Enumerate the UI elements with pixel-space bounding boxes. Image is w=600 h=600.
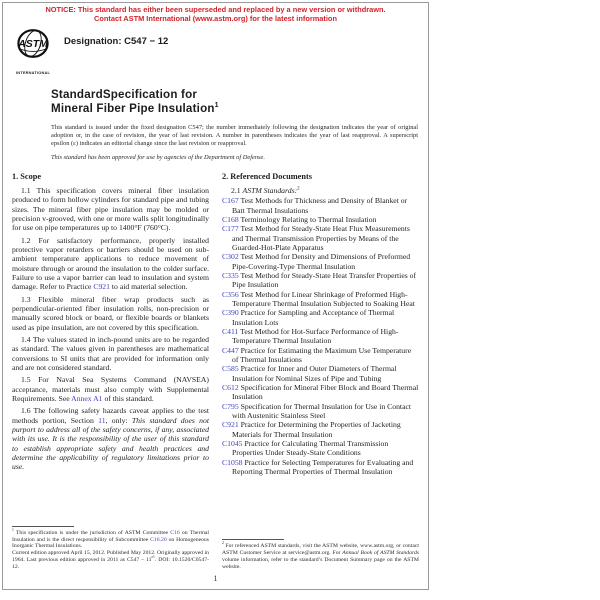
page-header	[11, 28, 418, 75]
standard-title-text: Test Methods for Thickness and Density of Blanket or Batt Thermal Insulations	[232, 196, 408, 215]
text-run: 1.3 Flexible mineral fiber wrap products such as perpendicular-oriented fiber insulation rolls, non-precision or manually scored block or board, or flexible boards or blankets used as pipe insulation, are not covered by this specification.	[12, 294, 209, 332]
referenced-standard-item	[222, 215, 419, 224]
astm-logo	[11, 28, 55, 75]
superscript-ref: 1	[12, 527, 14, 532]
scope-heading: 1. Scope	[12, 172, 42, 182]
title-footnote-ref[interactable]: 1	[214, 101, 219, 109]
referenced-standard-item	[222, 327, 419, 346]
astm-globe-icon	[13, 28, 53, 64]
scope-paragraph	[12, 406, 209, 471]
text-run: on Homogeneous Inorganic Thermal Insulations.	[12, 536, 209, 550]
left-column	[12, 172, 209, 570]
standard-title-text: Specification for Mineral Fiber Block and Board Thermal Insulation	[232, 383, 419, 402]
scope-paragraph	[12, 335, 209, 372]
standard-title-text: Practice for Sampling and Acceptance of Thermal Insulation Lots	[232, 308, 395, 327]
text-run: volume information, refer to the standard’s Document Summary page on the ASTM website.	[222, 556, 419, 570]
standard-title-text: Test Method for Linear Shrinkage of Preformed High-Temperature Thermal Insulation Subjected to Soaking Heat	[232, 289, 415, 308]
footnote-1-edition	[12, 550, 209, 570]
text-run: 1.2 For satisfactory performance, properly installed protective vapor retarders or barriers should be used on sub-ambient temperature applications to reduce movement of moisture through or around the insulation to the colder surface. Failure to use a vapor barrier can lead to insulation and system damage. Refer to Practice	[12, 235, 209, 292]
text-run: 2.1	[231, 185, 243, 195]
doc-link[interactable]: 11	[98, 415, 106, 425]
standard-code-link[interactable]: C356	[222, 289, 239, 299]
footnote-1-jurisdiction	[12, 527, 209, 550]
standard-code-link[interactable]: C585	[222, 364, 239, 374]
referenced-standard-item	[222, 439, 419, 458]
standard-title-text: Terminology Relating to Thermal Insulation	[238, 214, 377, 224]
superscript-ref: ε1	[151, 555, 155, 559]
footnote-rule-left	[12, 526, 74, 527]
standard-title-text: Practice for Estimating the Maximum Use Temperature of Thermal Insulations	[232, 345, 412, 365]
footnote-rule-right	[222, 539, 284, 540]
superscript-ref: 2	[297, 186, 300, 192]
astm-standards-subheading	[222, 186, 419, 195]
text-run: This specification is under the jurisdiction of ASTM Committee	[13, 529, 171, 536]
standard-title-text: Test Method for Hot-Surface Performance of High-Temperature Thermal Insulation	[232, 326, 399, 346]
designation-label: Designation: C547 − 12	[64, 36, 169, 48]
referenced-standard-item	[222, 271, 419, 290]
referenced-standard-item	[222, 364, 419, 383]
standard-code-link[interactable]: C447	[222, 345, 239, 355]
standard-title-text: Practice for Determining the Properties of Jacketing Materials for Thermal Insulation	[232, 420, 401, 439]
referenced-standard-item	[222, 346, 419, 365]
footnote-1	[12, 526, 209, 571]
referenced-standard-item	[222, 252, 419, 271]
text-run: 1.6 The following safety hazards caveat applies to the test methods portion, Section	[12, 406, 209, 425]
title-prefix: StandardSpecification for	[51, 88, 198, 102]
doc-link[interactable]: C16.20	[150, 536, 167, 543]
title-main: Mineral Fiber Pipe Insulation$^1$	[51, 101, 219, 115]
standard-code-link[interactable]: C177	[222, 224, 239, 234]
text-run: , only:	[105, 415, 132, 425]
referenced-standard-item	[222, 308, 419, 327]
supersession-notice	[3, 6, 428, 23]
notice-line-1: NOTICE: This standard has either been superseded and replaced by a new version or withdrawn.	[45, 5, 386, 14]
doc-link[interactable]: C921	[93, 282, 110, 292]
superscript-ref: 2	[222, 541, 224, 546]
svg-text:ASTM: ASTM	[18, 39, 48, 51]
text-run: 1.1 This specification covers mineral fiber insulation produced to form hollow cylinders for standard pipe and tubing sizes. The mineral fiber pipe insulation may be molded or precision v-grooved, with one or more walls split longitudinally for use on pipe temperatures up to 1400°F (760°C).	[12, 185, 209, 233]
standard-title-text: Test Method for Density and Dimensions of Preformed Pipe-Covering-Type Thermal Insulation	[232, 252, 411, 271]
referenced-standards-list	[222, 196, 419, 476]
text-run: For referenced ASTM standards, visit the ASTM website, www.astm.org, or contact ASTM Customer Service at service@astm.org. For	[222, 543, 419, 557]
referenced-standard-item	[222, 458, 419, 477]
referenced-standard-item	[222, 420, 419, 439]
standard-code-link[interactable]: C612	[222, 383, 239, 393]
issue-note: This standard is issued under the fixed designation C547; the number immediately following the designation indicates the year of original adoption or, in the case of revision, the year of last revision. A number in parentheses indicates the year of last reapproval. A superscript epsilon (ε) indicates an editorial change since the last revision or reapproval.	[51, 124, 418, 147]
standard-title-text: Specification for Thermal Insulation for Use in Contact with Austenitic Stainless Steel	[232, 401, 412, 421]
scope-paragraph	[12, 186, 209, 233]
standard-code-link[interactable]: C795	[222, 401, 239, 411]
document-title	[51, 88, 418, 115]
referenced-documents-heading: 2. Referenced Documents	[222, 172, 312, 182]
standard-title-text: Practice for Selecting Temperatures for Evaluating and Reporting Thermal Properties of Thermal Insulation	[232, 457, 414, 477]
referenced-standard-item	[222, 290, 419, 309]
italic-text: Annual Book of ASTM Standards	[342, 550, 420, 557]
right-column	[222, 172, 419, 570]
standard-title-text: Practice for Inner and Outer Diameters of Thermal Insulation for Nominal Sizes of Pipe and Tubing	[232, 364, 397, 383]
referenced-standard-item	[222, 402, 419, 421]
scope-paragraph	[12, 375, 209, 403]
text-run: to aid material selection.	[110, 282, 188, 292]
doc-link[interactable]: C16	[170, 529, 180, 536]
footnote-2-referenced-standards	[222, 543, 419, 570]
referenced-standard-item	[222, 224, 419, 252]
referenced-standard-item	[222, 383, 419, 402]
text-run: on Thermal Insulation and is the direct responsibility of Subcommittee	[12, 529, 209, 543]
standard-code-link[interactable]: C1058	[222, 457, 243, 467]
text-run: Current edition approved April 15, 2012. Published May 2012. Originally approved in 1964. Last previous edition approved in 2011 as C547 – 11	[12, 550, 209, 563]
scope-paragraphs	[12, 186, 209, 475]
scope-paragraph	[12, 295, 209, 332]
standard-page	[2, 2, 429, 590]
standard-title-text: Practice for Calculating Thermal Transmission Properties Under Steady-State Conditions	[232, 439, 389, 458]
notice-line-2: Contact ASTM International (www.astm.org) for the latest information	[94, 13, 337, 23]
standard-code-link[interactable]: C921	[222, 420, 239, 430]
standard-code-link[interactable]: C168	[222, 214, 239, 224]
standard-code-link[interactable]: C335	[222, 270, 239, 280]
standard-code-link[interactable]: C390	[222, 308, 239, 318]
two-column-body	[12, 172, 419, 570]
astm-logo-subtitle: INTERNATIONAL	[15, 70, 51, 76]
standard-code-link[interactable]: C302	[222, 252, 239, 262]
text-run: . DOI: 10.1520/C0547-12.	[12, 556, 209, 570]
page-number: 1	[213, 574, 218, 583]
standard-code-link[interactable]: C167	[222, 196, 239, 206]
doc-link[interactable]: Annex A1	[71, 394, 103, 404]
italic-text: This standard does not purport to address all of the safety concerns, if any, associated with its use. It is the responsibility of the user of this standard to establish appropriate safety and health practices and determine the applicability of regulatory limitations prior to use.	[12, 415, 209, 472]
standard-code-link[interactable]: C1045	[222, 439, 243, 449]
scope-paragraph	[12, 236, 209, 292]
standard-title-text: Test Method for Steady-State Heat Transfer Properties of Pipe Insulation	[232, 270, 417, 290]
text-run: of this standard.	[102, 394, 154, 404]
referenced-standard-item	[222, 196, 419, 215]
text-run: 1.5 For Naval Sea Systems Command (NAVSEA) acceptance, materials must also comply with Supplemental Requirements. See	[12, 375, 209, 404]
standard-title-text: Test Method for Steady-State Heat Flux Measurements and Thermal Transmission Properties by Means of the Guarded-Hot-Plate Apparatus	[232, 224, 410, 252]
dod-approval-note: This standard has been approved for use by agencies of the Department of Defense.	[51, 154, 265, 162]
italic-text: ASTM Standards:	[242, 185, 298, 195]
footnote-2	[222, 539, 419, 570]
standard-code-link[interactable]: C411	[222, 326, 239, 336]
text-run: 1.4 The values stated in inch-pound units are to be regarded as standard. The values given in parentheses are mathematical conversions to SI units that are provided for information only and are not considered standard.	[12, 334, 209, 373]
